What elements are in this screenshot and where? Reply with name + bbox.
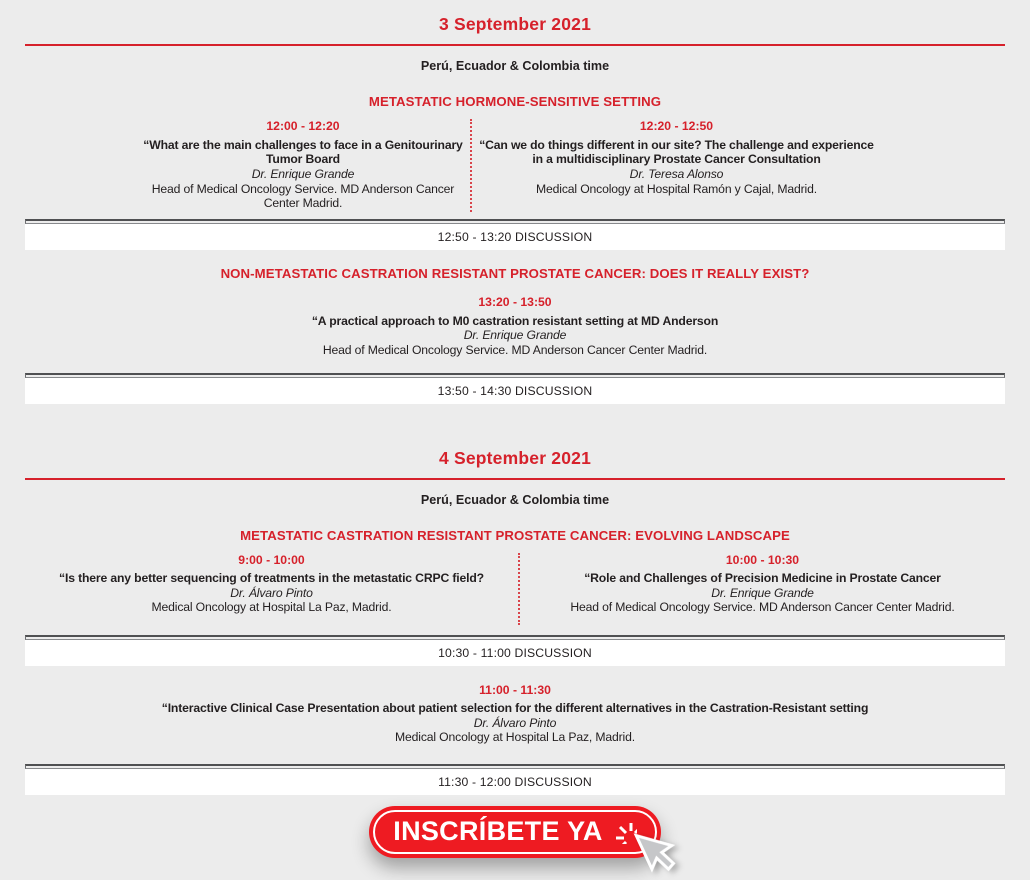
session-card — [25, 683, 1005, 746]
session-card — [25, 119, 470, 212]
day-1-underline — [25, 44, 1005, 46]
session-title: “Is there any better sequencing of treatments in the metastatic CRPC field? — [59, 571, 484, 586]
discussion-bar: 13:50 - 14:30 DISCUSSION — [25, 378, 1005, 404]
day-2-title: 4 September 2021 — [438, 447, 592, 468]
day-1-block — [25, 14, 1005, 404]
session-speaker: Dr. Enrique Grande — [463, 328, 567, 343]
session-card — [518, 553, 1005, 625]
day-1-sessions-row — [25, 119, 1005, 212]
session-title: “Role and Challenges of Precision Medicine in Prostate Cancer — [584, 571, 941, 586]
session-title: “Can we do things different in our site? The challenge and experience in a multidisciplinary Prostate Cancer Consultation — [479, 137, 874, 167]
session-speaker: Dr. Teresa Alonso — [629, 166, 724, 181]
session-title: “A practical approach to M0 castration resistant setting at MD Anderson — [311, 313, 719, 328]
session-speaker: Dr. Enrique Grande — [251, 166, 355, 181]
session-affiliation: Medical Oncology at Hospital Ramón y Cajal, Madrid. — [536, 181, 817, 196]
session-title: “What are the main challenges to face in a Genitourinary Tumor Board — [143, 137, 463, 167]
cta-label: INSCRÍBETE YA — [393, 815, 603, 846]
session-affiliation: Head of Medical Oncology Service. MD Anderson Cancer Center Madrid. — [322, 342, 708, 357]
session-speaker: Dr. Álvaro Pinto — [473, 715, 557, 730]
discussion-bar: 10:30 - 11:00 DISCUSSION — [25, 640, 1005, 666]
session-card — [25, 553, 518, 625]
section-heading-castration-resistant: METASTATIC CASTRATION RESISTANT PROSTATE CANCER: EVOLVING LANDSCAPE — [240, 527, 790, 543]
day-2-underline — [25, 478, 1005, 480]
session-affiliation: Head of Medical Oncology Service. MD Anderson Cancer Center Madrid. — [570, 600, 955, 615]
cta-container — [369, 806, 661, 858]
day-2-sessions-row — [25, 553, 1005, 625]
session-time: 12:20 - 12:50 — [639, 119, 714, 133]
session-affiliation: Medical Oncology at Hospital La Paz, Madrid. — [395, 730, 635, 745]
session-time: 10:00 - 10:30 — [725, 552, 800, 567]
session-affiliation: Head of Medical Oncology Service. MD Anderson Cancer Center Madrid. — [151, 181, 455, 211]
session-speaker: Dr. Enrique Grande — [711, 585, 814, 600]
discussion-bar: 11:30 - 12:00 DISCUSSION — [25, 769, 1005, 795]
session-card — [25, 295, 1005, 358]
session-speaker: Dr. Álvaro Pinto — [230, 585, 313, 600]
discussion-bar: 12:50 - 13:20 DISCUSSION — [25, 224, 1005, 250]
click-burst-icon — [613, 820, 637, 844]
day-1-timezone-label: Perú, Ecuador & Colombia time — [420, 59, 610, 73]
session-time: 13:20 - 13:50 — [478, 295, 552, 309]
session-time: 11:00 - 11:30 — [479, 682, 551, 697]
session-affiliation: Medical Oncology at Hospital La Paz, Madrid. — [151, 600, 392, 615]
session-title: “Interactive Clinical Case Presentation about patient selection for the different alternatives in the Castration-Resistant setting — [161, 701, 869, 716]
inscribete-button[interactable] — [369, 806, 661, 858]
session-time: 9:00 - 10:00 — [238, 552, 305, 567]
day-2-block — [25, 448, 1005, 796]
session-card — [470, 119, 1005, 212]
day-2-timezone-label: Perú, Ecuador & Colombia time — [420, 492, 610, 507]
section-heading-non-metastatic: NON-METASTATIC CASTRATION RESISTANT PROSTATE CANCER: DOES IT REALLY EXIST? — [220, 266, 810, 281]
session-time: 12:00 - 12:20 — [266, 119, 340, 133]
day-1-title: 3 September 2021 — [438, 14, 592, 34]
section-heading-hormone-sensitive: METASTATIC HORMONE-SENSITIVE SETTING — [368, 94, 662, 109]
